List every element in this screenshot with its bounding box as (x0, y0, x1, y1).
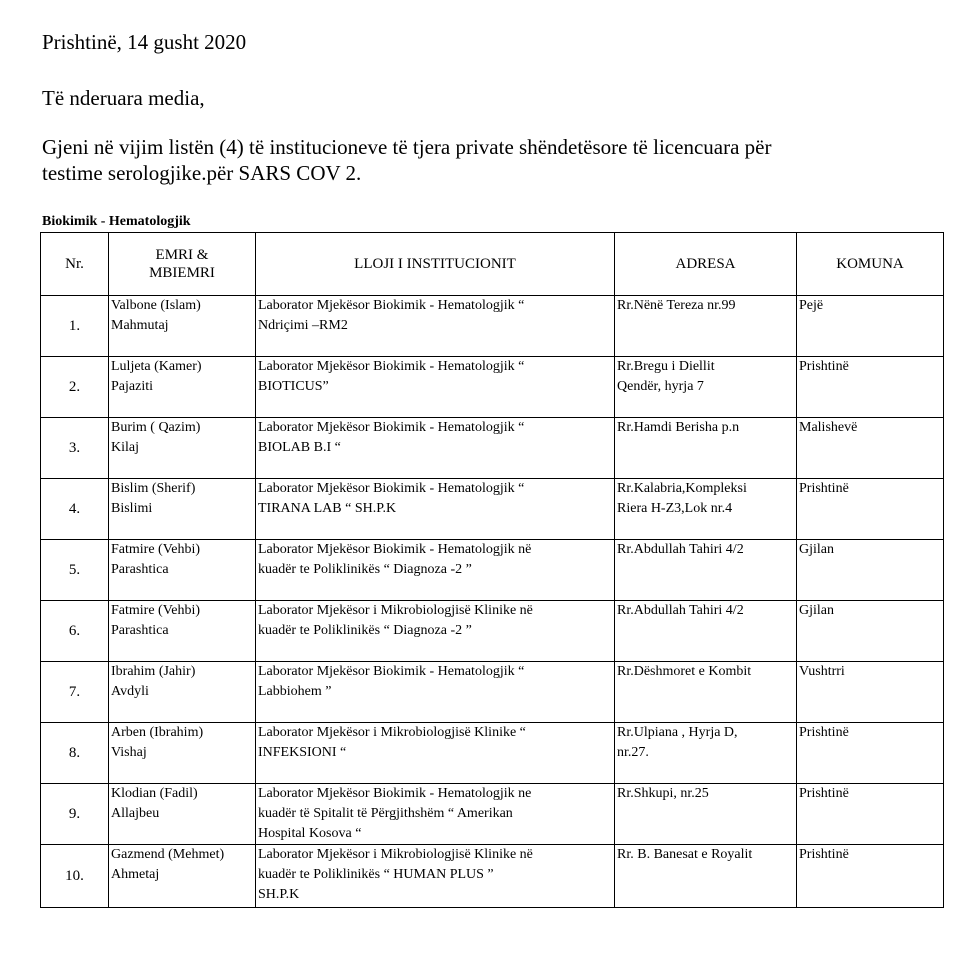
cell-name (109, 418, 256, 479)
cell-address-line: Rr.Abdullah Tahiri 4/2 (617, 542, 744, 557)
cell-name-line: Parashtica (111, 623, 169, 638)
cell-name (109, 845, 256, 908)
cell-address-line: Rr.Ulpiana , Hyrja D, (617, 725, 738, 740)
cell-name (109, 296, 256, 357)
cell-address-line: Rr.Kalabria,Kompleksi (617, 481, 747, 496)
cell-institution-type-line: Labbiohem ” (258, 684, 332, 699)
cell-address-line: nr.27. (617, 745, 649, 760)
cell-address-line: Qendër, hyrja 7 (617, 379, 704, 394)
cell-institution-type-line: INFEKSIONI “ (258, 745, 347, 760)
cell-institution-type-line: SH.P.K (258, 887, 300, 902)
cell-nr: 1. (41, 296, 109, 357)
cell-institution-type-line: TIRANA LAB “ SH.P.K (258, 501, 397, 516)
cell-address (615, 479, 797, 540)
cell-institution-type-line: BIOTICUS” (258, 379, 329, 394)
table-row (41, 784, 944, 845)
cell-nr: 7. (41, 662, 109, 723)
letter-intro-line-2: testime serologjike.për SARS COV 2. (42, 161, 362, 185)
table-row (41, 418, 944, 479)
cell-municipality: Prishtinë (797, 479, 944, 540)
cell-address (615, 296, 797, 357)
table-header-row (41, 233, 944, 296)
cell-institution-type-line: Laborator Mjekësor i Mikrobiologjisë Klinike në (258, 847, 533, 862)
cell-name (109, 601, 256, 662)
cell-institution-type-line: Hospital Kosova “ (258, 826, 362, 841)
cell-address-line: Rr.Nënë Tereza nr.99 (617, 298, 736, 313)
cell-nr: 10. (41, 845, 109, 908)
cell-nr: 5. (41, 540, 109, 601)
cell-address (615, 784, 797, 845)
cell-name (109, 540, 256, 601)
table-row (41, 601, 944, 662)
cell-institution-type (256, 845, 615, 908)
table-row (41, 296, 944, 357)
table-row (41, 845, 944, 908)
cell-institution-type (256, 296, 615, 357)
cell-name-line: Vishaj (111, 745, 147, 760)
cell-nr: 2. (41, 357, 109, 418)
cell-name-line: Avdyli (111, 684, 149, 699)
cell-nr: 8. (41, 723, 109, 784)
institutions-table (40, 232, 944, 908)
cell-municipality: Vushtrri (797, 662, 944, 723)
cell-municipality: Prishtinë (797, 723, 944, 784)
cell-name-line: Arben (Ibrahim) (111, 725, 204, 740)
cell-nr: 6. (41, 601, 109, 662)
cell-institution-type-line: Laborator Mjekësor Biokimik - Hematologjik “ (258, 664, 525, 679)
cell-name-line: Luljeta (Kamer) (111, 359, 202, 374)
cell-institution-type-line: Laborator Mjekësor Biokimik - Hematologjik në (258, 542, 532, 557)
header-name-line-1: EMRI & (155, 247, 209, 263)
cell-institution-type (256, 479, 615, 540)
table-body (41, 296, 944, 908)
header-municipality: KOMUNA (797, 233, 944, 296)
cell-institution-type-line: Ndriçimi –RM2 (258, 318, 348, 333)
cell-institution-type (256, 662, 615, 723)
cell-municipality: Prishtinë (797, 784, 944, 845)
cell-name-line: Ibrahim (Jahir) (111, 664, 196, 679)
letter-intro (42, 134, 771, 186)
cell-address (615, 357, 797, 418)
cell-name-line: Ahmetaj (111, 867, 160, 882)
cell-address (615, 723, 797, 784)
cell-name-line: Klodian (Fadil) (111, 786, 198, 801)
cell-municipality: Gjilan (797, 601, 944, 662)
cell-name-line: Valbone (Islam) (111, 298, 201, 313)
cell-address-line: Rr.Abdullah Tahiri 4/2 (617, 603, 744, 618)
cell-nr: 9. (41, 784, 109, 845)
cell-institution-type-line: Laborator Mjekësor i Mikrobiologjisë Klinike në (258, 603, 533, 618)
header-address: ADRESA (615, 233, 797, 296)
cell-name-line: Kilaj (111, 440, 139, 455)
cell-name-line: Mahmutaj (111, 318, 169, 333)
table-row (41, 540, 944, 601)
cell-address-line: Rr.Hamdi Berisha p.n (617, 420, 740, 435)
cell-address-line: Riera H-Z3,Lok nr.4 (617, 501, 733, 516)
letter-date: Prishtinë, 14 gusht 2020 (42, 30, 247, 54)
cell-institution-type-line: Laborator Mjekësor Biokimik - Hematologjik “ (258, 359, 525, 374)
cell-name (109, 723, 256, 784)
cell-name-line: Bislim (Sherif) (111, 481, 196, 496)
cell-name (109, 662, 256, 723)
header-name-line-2: MBIEMRI (149, 265, 215, 281)
cell-municipality: Gjilan (797, 540, 944, 601)
section-title: Biokimik - Hematologjik (42, 214, 191, 229)
cell-institution-type-line: kuadër te Poliklinikës “ HUMAN PLUS ” (258, 867, 494, 882)
cell-institution-type (256, 418, 615, 479)
cell-address-line: Rr. B. Banesat e Royalit (617, 847, 753, 862)
table-row (41, 357, 944, 418)
cell-institution-type (256, 784, 615, 845)
cell-name-line: Fatmire (Vehbi) (111, 542, 201, 557)
table-row (41, 662, 944, 723)
cell-name (109, 357, 256, 418)
cell-name (109, 479, 256, 540)
cell-address (615, 540, 797, 601)
cell-municipality: Malishevë (797, 418, 944, 479)
cell-name-line: Burim ( Qazim) (111, 420, 201, 435)
cell-institution-type (256, 540, 615, 601)
cell-institution-type (256, 357, 615, 418)
cell-name-line: Bislimi (111, 501, 153, 516)
cell-institution-type-line: Laborator Mjekësor Biokimik - Hematologjik “ (258, 481, 525, 496)
cell-address (615, 662, 797, 723)
cell-address-line: Rr.Shkupi, nr.25 (617, 786, 709, 801)
cell-address-line: Rr.Bregu i Diellit (617, 359, 715, 374)
cell-name-line: Pajaziti (111, 379, 153, 394)
cell-municipality: Prishtinë (797, 845, 944, 908)
cell-institution-type (256, 723, 615, 784)
table-row (41, 723, 944, 784)
cell-institution-type-line: Laborator Mjekësor i Mikrobiologjisë Klinike “ (258, 725, 526, 740)
header-name (109, 233, 256, 296)
header-type: LLOJI I INSTITUCIONIT (256, 233, 615, 296)
cell-institution-type-line: Laborator Mjekësor Biokimik - Hematologjik ne (258, 786, 532, 801)
cell-municipality: Prishtinë (797, 357, 944, 418)
cell-address (615, 418, 797, 479)
cell-nr: 4. (41, 479, 109, 540)
cell-institution-type-line: Laborator Mjekësor Biokimik - Hematologjik “ (258, 298, 525, 313)
cell-name-line: Allajbeu (111, 806, 160, 821)
letter-intro-line-1: Gjeni në vijim listën (4) të institucioneve të tjera private shëndetësore të licencuara për (42, 135, 772, 159)
cell-institution-type (256, 601, 615, 662)
header-nr: Nr. (41, 233, 109, 296)
cell-institution-type-line: BIOLAB B.I “ (258, 440, 341, 455)
cell-name-line: Parashtica (111, 562, 169, 577)
cell-municipality: Pejë (797, 296, 944, 357)
cell-name-line: Fatmire (Vehbi) (111, 603, 201, 618)
cell-address (615, 845, 797, 908)
cell-address (615, 601, 797, 662)
table-row (41, 479, 944, 540)
letter-greeting: Të nderuara media, (42, 86, 205, 110)
cell-nr: 3. (41, 418, 109, 479)
cell-institution-type-line: kuadër te Poliklinikës “ Diagnoza -2 ” (258, 562, 472, 577)
cell-institution-type-line: kuadër te Poliklinikës “ Diagnoza -2 ” (258, 623, 472, 638)
cell-institution-type-line: kuadër të Spitalit të Përgjithshëm “ Amerikan (258, 806, 513, 821)
cell-institution-type-line: Laborator Mjekësor Biokimik - Hematologjik “ (258, 420, 525, 435)
cell-name (109, 784, 256, 845)
cell-address-line: Rr.Dëshmoret e Kombit (617, 664, 752, 679)
cell-name-line: Gazmend (Mehmet) (111, 847, 225, 862)
